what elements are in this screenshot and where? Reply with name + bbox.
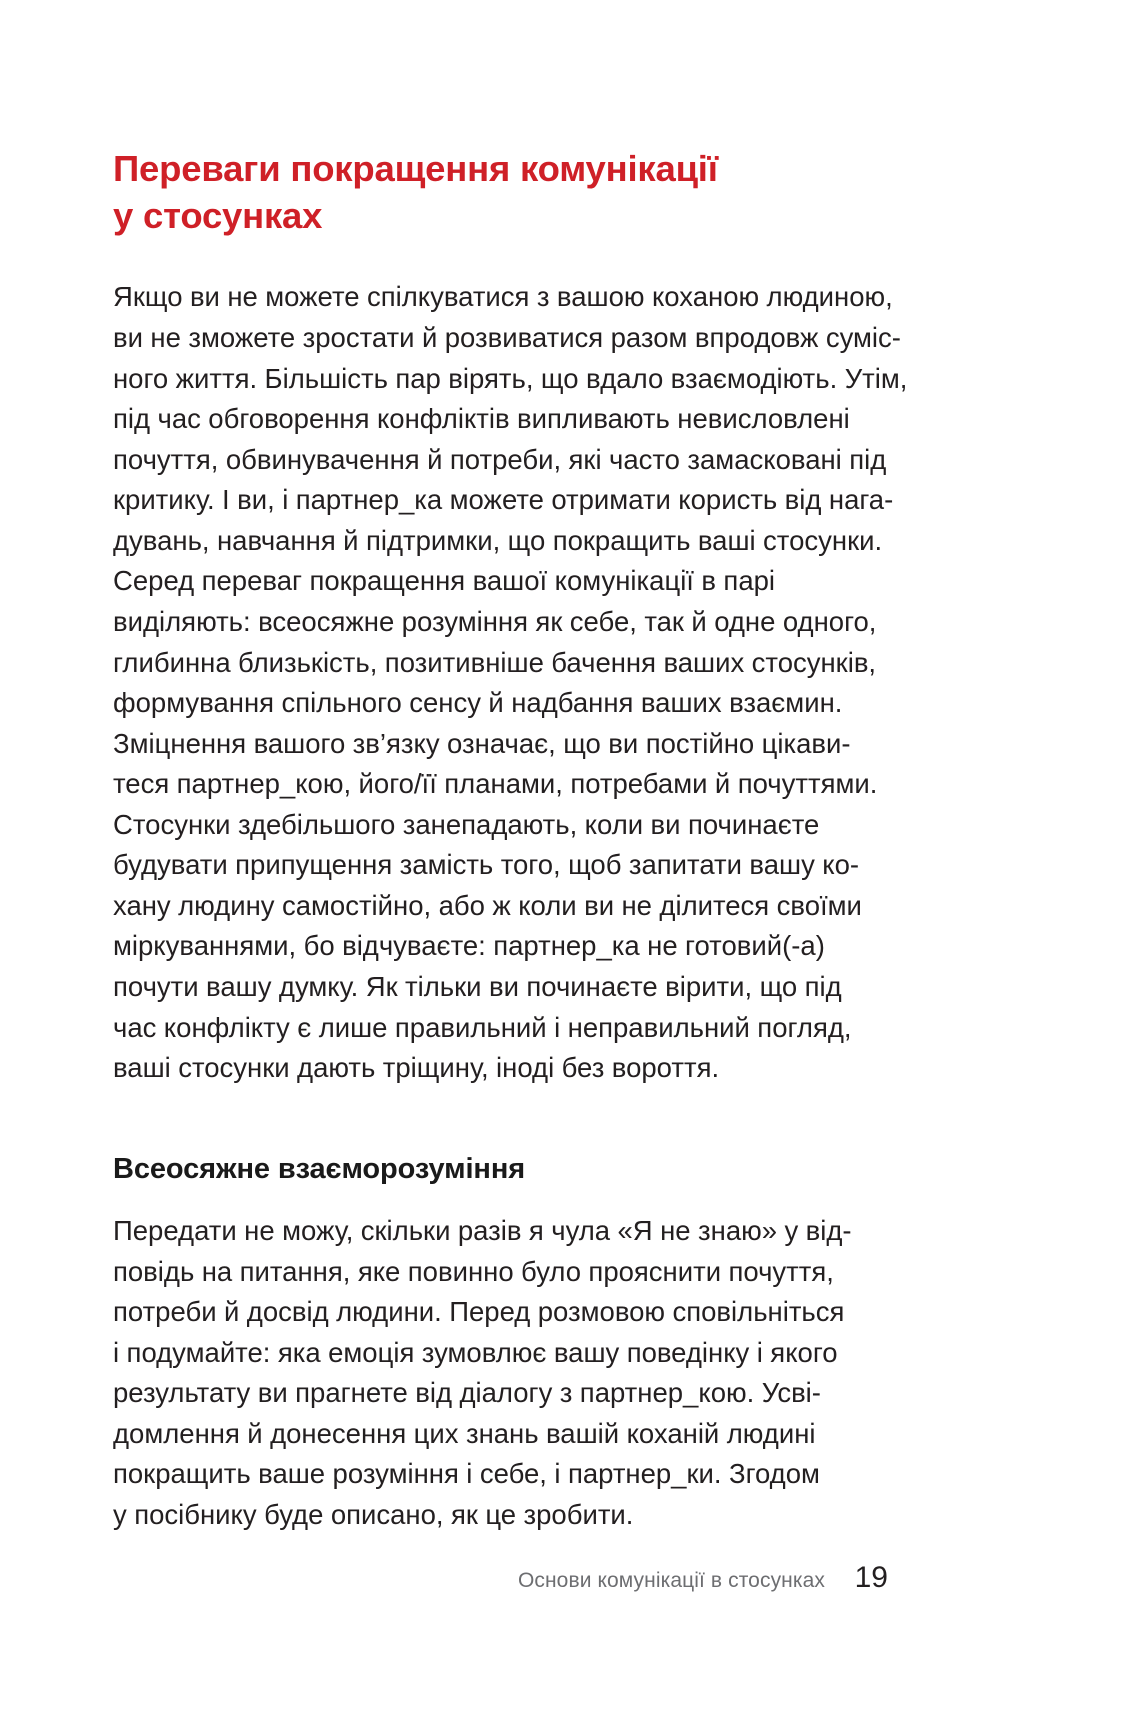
text-line: ваші стосунки дають тріщину, іноді без вороття. [113, 1052, 720, 1084]
text-line: будувати припущення замість того, щоб запитати вашу ко- [113, 849, 860, 881]
text-line: ви не зможете зростати й розвиватися разом впродовж суміс- [113, 322, 901, 353]
paragraph-2 [113, 561, 888, 1088]
paragraph-1 [113, 277, 908, 561]
text-line: Якщо ви не можете спілкуватися з вашою коханою людиною, [113, 281, 893, 313]
running-head: Основи комунікації в стосунках [517, 1569, 825, 1592]
text-line: і подумайте: яка емоція зумовлює вашу поведінку і якого [113, 1336, 838, 1368]
text-line: Серед переваг покращення вашої комунікації в парі [113, 565, 776, 597]
section-spacer [113, 1089, 888, 1151]
text-line: Зміцнення вашого зв’язку означає, що ви постійно цікави- [113, 727, 851, 759]
text-line: у посібнику буде описано, як це зробити. [113, 1498, 634, 1530]
text-line: ного життя. Більшість пар вірять, що вдало взаємодіють. Утім, [113, 362, 908, 394]
paragraph-3 [113, 1211, 888, 1536]
text-line: результату ви прагнете від діалогу з партнер_кою. Усві- [113, 1377, 821, 1409]
text-line: Передати не можу, скільки разів я чула «Я не знаю» у від- [113, 1214, 852, 1246]
text-line: під час обговорення конфліктів випливають невисловлені [113, 403, 850, 435]
page-footer [113, 1561, 888, 1595]
text-line: час конфлікту є лише правильний і неправильний погляд, [113, 1011, 852, 1043]
text-line: потреби й досвід людини. Перед розмовою сповільніться [113, 1296, 845, 1328]
page-title [113, 146, 888, 239]
text-line: Стосунки здебільшого занепадають, коли ви починаєте [113, 808, 820, 840]
text-line: формування спільного сенсу й надбання ваших взаємин. [113, 687, 843, 719]
text-line: хану людину самостійно, або ж коли ви не ділитеся своїми [113, 889, 862, 921]
text-line: почути вашу думку. Як тільки ви починаєте вірити, що під [113, 971, 842, 1002]
text-line: домлення й донесення цих знань вашій коханій людині [113, 1417, 816, 1449]
text-line: повідь на питання, яке повинно було прояснити почуття, [113, 1255, 834, 1287]
text-line: покращить ваше розуміння і себе, і партнер_ки. Згодом [113, 1458, 820, 1490]
page-content [113, 146, 908, 1535]
text-line: теся партнер_кою, його/її планами, потребами й почуттями. [113, 768, 878, 800]
page-title-line-1: Переваги покращення комунікації [113, 148, 718, 189]
text-line: дувань, навчання й підтримки, що покращить ваші стосунки. [113, 524, 883, 556]
text-line: глибинна близькість, позитивніше бачення ваших стосунків, [113, 646, 877, 678]
subsection-heading: Всеосяжне взаєморозуміння [113, 1152, 526, 1185]
page-title-line-2: у стосунках [113, 194, 323, 236]
page-number: 19 [854, 1561, 888, 1594]
text-line: критику. І ви, і партнер_ка можете отримати користь від нага- [113, 484, 894, 516]
text-line: виділяють: всеосяжне розуміння як себе, так й одне одного, [113, 605, 877, 637]
heading-spacer [113, 1187, 888, 1211]
text-line: почуття, обвинувачення й потреби, які часто замасковані під [113, 443, 887, 475]
body-text-block [113, 277, 908, 1535]
text-line: міркуваннями, бо відчуваєте: партнер_ка не готовий(-а) [113, 930, 825, 962]
